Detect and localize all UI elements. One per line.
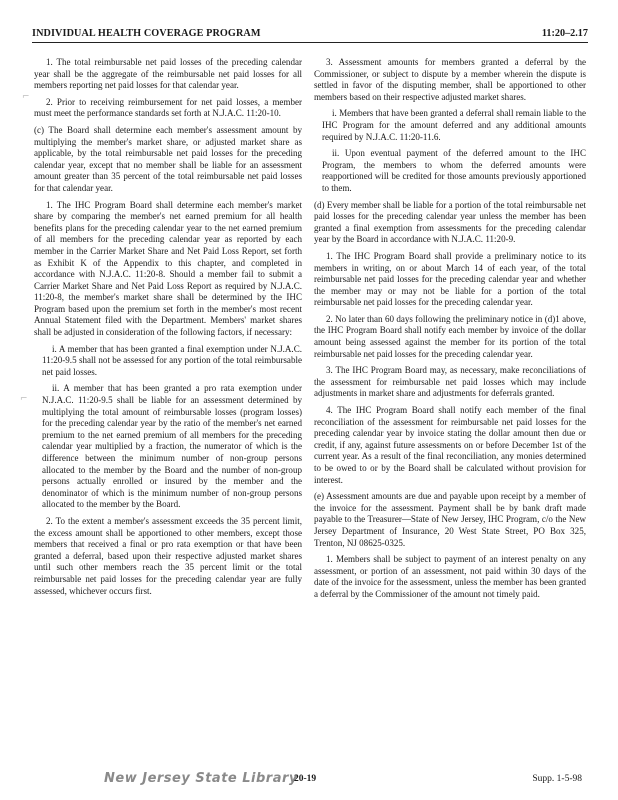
supplement-date: Supp. 1-5-98 bbox=[532, 774, 582, 784]
paragraph: 2. To the extent a member's assessment exceeds the 35 percent limit, the excess amount shall be apportioned to other members, except those members that received a final or pro rata exemption or that have been granted a deferral, based upon their respective adjusted market shares until such other members reach the 35 percent limit or the total reimbursable net paid losses for the preceding calendar year are fully assessed, whichever occurs first. bbox=[34, 515, 302, 596]
paragraph: 1. Members shall be subject to payment of an interest penalty on any assessment, or portion of an assessment, not paid within 30 days of the date of the invoice for the assessment, unless the member has been granted a deferral by the Commissioner of the amount not timely paid. bbox=[314, 554, 586, 599]
right-column bbox=[314, 57, 586, 606]
paragraph: i. A member that has been granted a final exemption under N.J.A.C. 11:20-9.5 shall not be assessed for any portion of the total reimbursable net paid losses. bbox=[42, 343, 302, 377]
paragraph: (e) Assessment amounts are due and payable upon receipt by a member of the invoice for the assessment. Payment shall be by bank draft made payable to the Treasurer—State of New Jersey, IHC Program, c/o the New Jersey Department of Insurance, 20 West State Street, PO Box 325, Trenton, NJ 08625-0325. bbox=[314, 491, 586, 548]
paragraph: 2. No later than 60 days following the preliminary notice in (d)1 above, the IHC Program Board shall notify each member by invoice of the dollar amount being assessed against the member for its portion of the total reimbursable net paid losses for the preceding calendar year. bbox=[314, 313, 586, 359]
paragraph: ii. Upon eventual payment of the deferred amount to the IHC Program, the members to whom the deferred amounts were reapportioned will be credited for those amounts previously apportioned to them. bbox=[322, 148, 586, 193]
paragraph: i. Members that have been granted a deferral shall remain liable to the IHC Program for the amount deferred and any additional amounts required by N.J.A.C. 11:20-11.6. bbox=[322, 108, 586, 142]
paragraph: (d) Every member shall be liable for a portion of the total reimbursable net paid losses for the preceding calendar year unless the member has been granted a final exemption from assessments for the preceding calendar year by the Board in accordance with N.J.A.C. 11:20-9. bbox=[314, 199, 586, 245]
paragraph: 2. Prior to receiving reimbursement for net paid losses, a member must meet the performance standards set forth at N.J.A.C. 11:20-10. bbox=[34, 96, 302, 119]
paragraph: 3. Assessment amounts for members granted a deferral by the Commissioner, or subject to dispute by a member wherein the dispute is settled in favor of the disputing member, shall be apportioned to other members based on their respective adjusted market shares. bbox=[314, 57, 586, 102]
left-column bbox=[34, 57, 302, 602]
margin-mark: ⌐ bbox=[20, 394, 28, 404]
page-number: 20-19 bbox=[294, 774, 317, 784]
margin-mark: ⌐ bbox=[22, 92, 30, 102]
running-header bbox=[32, 26, 588, 43]
paragraph: 4. The IHC Program Board shall notify each member of the final reconciliation of the assessment for reimbursable net paid losses for the preceding calendar year by invoice stating the dollar amount then due or credit, if any, against future assessments on or before December 1st of the current year. As a result of the final reconciliation, any monies determined to be owed to or by the Board shall be calculated without provision for interest. bbox=[314, 405, 586, 485]
paragraph: 1. The IHC Program Board shall determine each member's market share by comparing the member's net earned premium for all health benefits plans for the preceding calendar year to the net earned premium of all members for the preceding calendar year as reported by each member in the Carrier Market Share and Net Paid Loss Report, set forth as Exhibit K of the Appendix to this chapter, and completed in accordance with N.J.A.C. 11:20-8. Should a member fail to submit a Carrier Market Share and Net Paid Loss Report as required by N.J.A.C. 11:20-8, the member's market share shall be determined by the IHC Program based upon the premium set forth in the member's most recent Annual Statement filed with the Department. Members' market shares shall be adjusted in consideration of the following factors, if necessary: bbox=[34, 199, 302, 338]
paragraph: 1. The total reimbursable net paid losses of the preceding calendar year shall be the aggregate of the reimbursable net paid losses for all members reporting net paid losses for that calendar year. bbox=[34, 57, 302, 91]
paragraph: 3. The IHC Program Board may, as necessary, make reconciliations of the assessment for reimbursable net paid losses which may include adjustments in market share and adjustments for deferrals granted. bbox=[314, 365, 586, 399]
paragraph: 1. The IHC Program Board shall provide a preliminary notice to its members in writing, on or about March 14 of each year, of the total reimbursable net paid losses for the preceding calendar year and whether the member may or may not be liable for a portion of the total reimbursable net paid losses for the preceding calendar year. bbox=[314, 250, 586, 308]
paragraph: ii. A member that has been granted a pro rata exemption under N.J.A.C. 11:20-9.5 shall be liable for an assessment determined by multiplying the total amount of reimbursable losses (program losses) for the preceding calendar year by the ratio of the member's net earned premium to the net earned premium of all members for the preceding calendar year multiplied by a fraction, the numerator of which is the difference between the minimum number of non-group persons allocated to the member by the Board and the number of non-group persons actually enrolled or insured by the member and the denominator of which is the minimum number of non-group persons allocated to the member by the Board. bbox=[42, 383, 302, 510]
page-footer bbox=[0, 770, 618, 790]
library-watermark: New Jersey State Library bbox=[104, 771, 298, 786]
header-title: INDIVIDUAL HEALTH COVERAGE PROGRAM bbox=[32, 28, 261, 39]
paragraph: (c) The Board shall determine each member's assessment amount by multiplying the member's market share, or adjusted market share as applicable, by the total reimbursable net paid losses for the preceding calendar year, except that no member shall be liable for an assessment amount greater than 35 percent of the total reimbursable net paid losses for that calendar year. bbox=[34, 124, 302, 193]
header-section-number: 11:20–2.17 bbox=[541, 28, 588, 39]
